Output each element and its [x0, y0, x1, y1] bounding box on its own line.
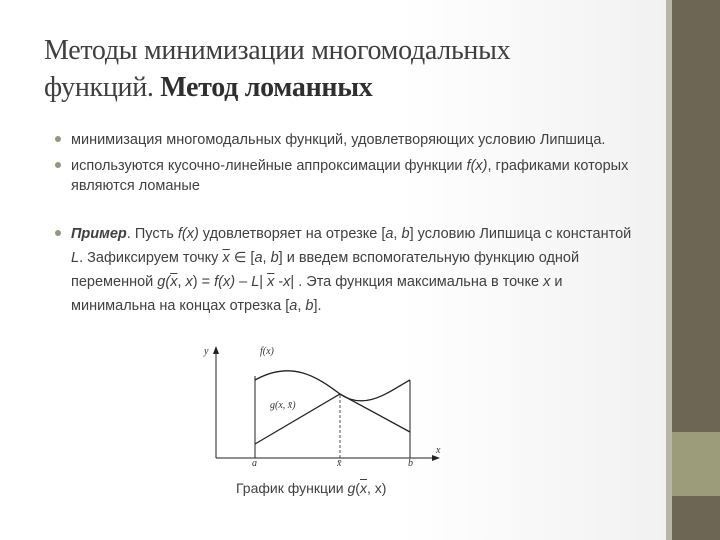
example-x: x — [283, 274, 291, 290]
caption-text: ( — [355, 480, 360, 496]
example-text: . Пусть — [126, 226, 178, 242]
example-text: , — [393, 226, 402, 242]
example-text: , — [297, 298, 306, 314]
example-text: | . Эта функция максимальна в точке — [290, 274, 544, 290]
example-text: | — [259, 274, 268, 290]
b-label: b — [408, 458, 413, 469]
caption-xbar: $\overline{x}$ — [359, 480, 367, 496]
caption-text: , x) — [366, 480, 387, 496]
caption-g: g — [347, 480, 356, 496]
example-g: g( — [157, 274, 171, 290]
fx-label: f(x) — [260, 346, 274, 357]
bullet-item-example — [55, 222, 635, 318]
sidebar-accent-block — [672, 432, 720, 496]
f-curve — [255, 371, 410, 401]
title-line2: функций. — [44, 72, 161, 103]
bullet-func: f(x) — [466, 158, 488, 174]
example-text: - — [274, 274, 284, 290]
example-text: , — [177, 274, 186, 290]
bullet-dot-icon — [55, 230, 61, 236]
function-graph — [196, 340, 456, 470]
y-axis-label: y — [204, 346, 209, 357]
bullet-item — [55, 156, 635, 196]
example-L: L — [71, 250, 80, 266]
example-text: ] условию Липшица с константой — [409, 226, 632, 242]
example-text: ]. — [313, 298, 322, 314]
example-text: ] и введем вспомогательную функцию одной переменной — [71, 250, 580, 290]
graph-caption — [236, 480, 386, 496]
title-bold: Метод ломанных — [160, 72, 373, 103]
example-xbar: $\overline{x}$ — [222, 250, 230, 266]
example-a: a — [289, 298, 298, 314]
bullet-text: используются кусочно-линейные аппроксимации функции — [71, 158, 467, 174]
example-x: x — [185, 274, 193, 290]
decorative-sidebar — [672, 0, 720, 540]
example-xbar: $\overline{x}$ — [170, 274, 178, 290]
example-L: L — [251, 274, 260, 290]
bullet-item — [55, 130, 635, 150]
bullet-text-tail: , графиками которых являются ломаные — [71, 158, 629, 194]
example-label: Пример — [71, 226, 127, 242]
example-b: b — [305, 298, 314, 314]
example-text: . Зафиксируем точку — [79, 250, 223, 266]
y-axis-arrow-icon — [213, 346, 219, 354]
bullet-dot-icon — [55, 162, 61, 168]
slide-title — [44, 32, 644, 106]
example-xbar: $\overline{x}$ — [267, 274, 275, 290]
example-text: – — [235, 274, 252, 290]
a-label: a — [252, 458, 257, 469]
bullet-dot-icon — [55, 136, 61, 142]
example-text: ) = — [192, 274, 215, 290]
example-text: ∈ [ — [229, 250, 255, 266]
example-text: и минимальна на концах отрезка [ — [71, 274, 563, 314]
example-a: a — [385, 226, 394, 242]
example-x: x — [543, 274, 551, 290]
example-a: a — [254, 250, 263, 266]
example-text: удовлетворяет на отрезке [ — [198, 226, 386, 242]
example-text: , — [262, 250, 271, 266]
bullet-list — [55, 130, 635, 318]
x-axis-label: x — [436, 445, 441, 456]
example-b: b — [270, 250, 279, 266]
xbar-label: x̄ — [337, 458, 342, 469]
example-f: f(x) — [177, 226, 199, 242]
caption-text: График функции — [236, 480, 348, 496]
title-line1: Методы минимизации многомодальных — [44, 35, 511, 66]
example-b: b — [401, 226, 410, 242]
example-f: f(x) — [214, 274, 236, 290]
gx-label: g(x, x̄) — [270, 400, 296, 411]
bullet-text: минимизация многомодальных функций, удовлетворяющих условию Липшица. — [71, 132, 606, 148]
